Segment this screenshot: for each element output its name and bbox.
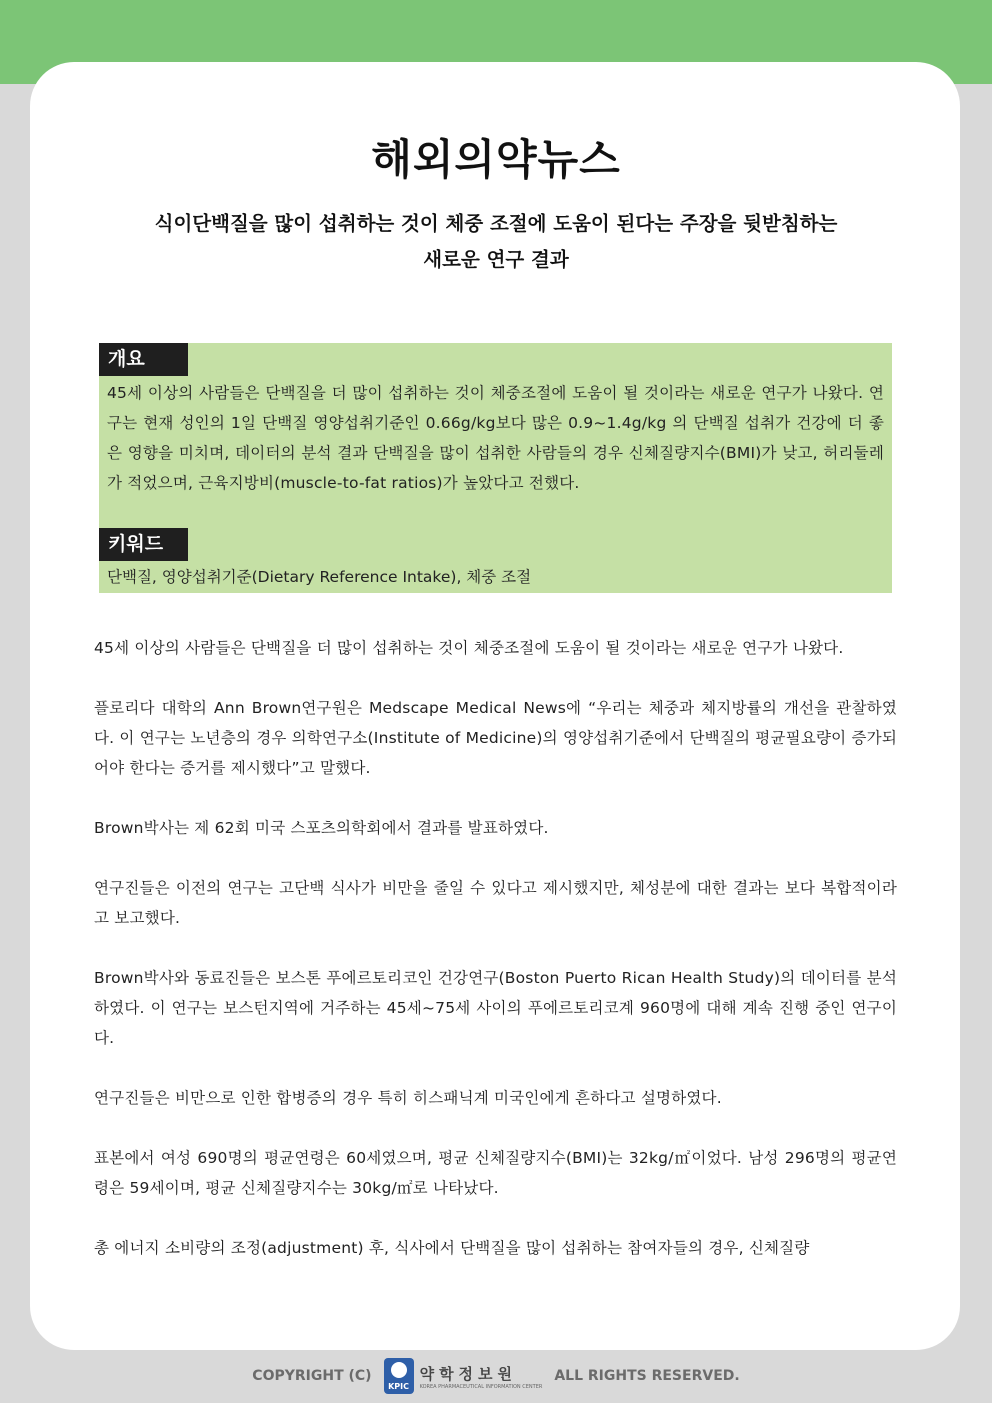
copyright-text: COPYRIGHT (C)	[252, 1368, 372, 1384]
body-paragraph: 연구진들은 이전의 연구는 고단백 식사가 비만을 줄일 수 있다고 제시했지만, 체성분에 대한 결과는 보다 복합적이라고 보고했다.	[94, 879, 897, 927]
body-paragraph: 플로리다 대학의 Ann Brown연구원은 Medscape Medical News에 “우리는 체중과 체지방률의 개선을 관찰하였다. 이 연구는 노년층의 경우 의학연구소(Institute of Medicine)의 영양섭취기준에서 단백질의 평균필요량이 증가되어야 한다는 증거를 제시했다”고 말했다.	[94, 699, 897, 777]
footer	[0, 1356, 992, 1396]
logo-korean-name: 약학정보원	[419, 1364, 518, 1383]
summary-box	[99, 343, 892, 593]
kpic-logo	[384, 1358, 543, 1394]
body-paragraph: 총 에너지 소비량의 조정(adjustment) 후, 식사에서 단백질을 많이 섭취하는 참여자들의 경우, 신체질량	[94, 1239, 810, 1257]
body-paragraph: 연구진들은 비만으로 인한 합병증의 경우 특히 히스패닉계 미국인에게 흔하다고 설명하였다.	[94, 1089, 722, 1107]
subtitle-line-1: 식이단백질을 많이 섭취하는 것이 체중 조절에 도움이 된다는 주장을 뒷받침하는	[154, 212, 838, 235]
body-paragraph: Brown박사는 제 62회 미국 스포츠의학회에서 결과를 발표하였다.	[94, 819, 549, 837]
logo-english-name: KOREA PHARMACEUTICAL INFORMATION CENTER	[419, 1383, 543, 1390]
article-body	[94, 633, 897, 1293]
kpic-emblem-icon: KPIC	[384, 1358, 414, 1394]
logo-text	[420, 1363, 543, 1390]
article-subtitle	[100, 206, 892, 278]
rights-text: ALL RIGHTS RESERVED.	[554, 1368, 740, 1384]
body-paragraph: Brown박사와 동료진들은 보스톤 푸에르토리코인 건강연구(Boston Puerto Rican Health Study)의 데이터를 분석하였다. 이 연구는 보스턴지역에 거주하는 45세~75세 사이의 푸에르토리코계 960명에 대해 계속 진행 중인 연구이다.	[94, 969, 897, 1047]
overview-label: 개요	[99, 343, 188, 376]
subtitle-line-2: 새로운 연구 결과	[423, 248, 569, 271]
keyword-label: 키워드	[99, 528, 188, 561]
page-title: 해외의약뉴스	[371, 135, 621, 184]
overview-text: 45세 이상의 사람들은 단백질을 더 많이 섭취하는 것이 체중조절에 도움이 될 것이라는 새로운 연구가 나왔다. 연구는 현재 성인의 1일 단백질 영양섭취기준인 0.66g/kg보다 많은 0.9~1.4g/kg 의 단백질 섭취가 건강에 더 좋은 영향을 미치며, 데이터의 분석 결과 단백질을 많이 섭취한 사람들의 경우 신체질량지수(BMI)가 낮고, 허리둘레가 적었으며, 근육지방비(muscle-to-fat ratios)가 높았다고 전했다.	[107, 384, 884, 492]
body-paragraph: 45세 이상의 사람들은 단백질을 더 많이 섭취하는 것이 체중조절에 도움이 될 것이라는 새로운 연구가 나왔다.	[94, 639, 844, 657]
keyword-text: 단백질, 영양섭취기준(Dietary Reference Intake), 체중 조절	[107, 568, 532, 586]
body-paragraph: 표본에서 여성 690명의 평균연령은 60세였으며, 평균 신체질량지수(BMI)는 32kg/㎡이었다. 남성 296명의 평균연령은 59세이며, 평균 신체질량지수는 30kg/㎡로 나타났다.	[94, 1149, 897, 1197]
